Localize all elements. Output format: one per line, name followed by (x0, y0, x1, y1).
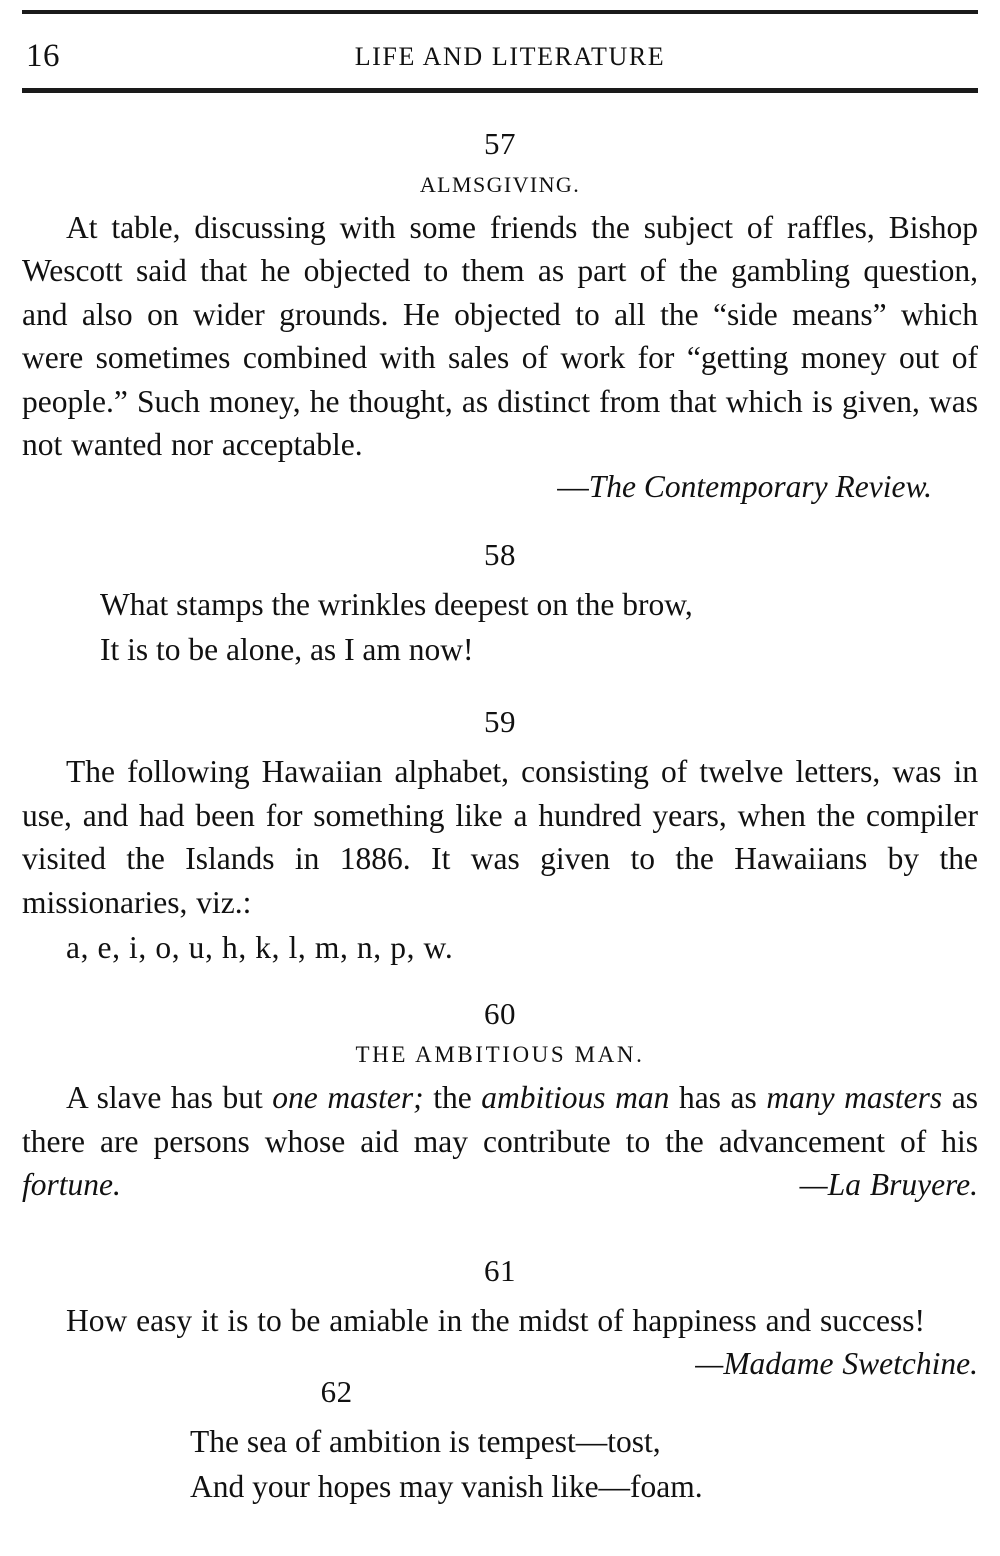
body-text: the (423, 1080, 482, 1116)
entry-number: 61 (484, 1252, 516, 1288)
entry-58 (22, 537, 978, 672)
entry-body (22, 1076, 978, 1206)
running-title: LIFE AND LITERATURE (354, 42, 666, 71)
spacer (22, 678, 978, 688)
entry-attribution (756, 1163, 978, 1206)
body-text: as there are persons whose aid may contribute to the advancement of his (22, 1080, 978, 1159)
spacer (22, 511, 978, 521)
verse-line: The sea of ambition is tempest—tost, (190, 1424, 661, 1460)
page-number: 16 (26, 38, 60, 74)
body-column (22, 110, 978, 1516)
attribution-source: The Contemporary Review. (588, 468, 932, 504)
attribution-dash: — (557, 468, 589, 504)
entry-number: 59 (484, 704, 516, 740)
hawaiian-alphabet: a, e, i, o, u, h, k, l, m, n, p, w. (66, 930, 454, 966)
verse-line: It is to be alone, as I am now! (100, 631, 474, 667)
attribution-dash: — (799, 1167, 828, 1203)
entry-heading: ALMSGIVING. (419, 172, 581, 197)
entry-59 (22, 704, 978, 970)
attribution-source: Madame Swetchine. (723, 1346, 978, 1382)
entry-60 (22, 996, 978, 1206)
entry-61 (22, 1252, 978, 1382)
entry-number: 60 (484, 996, 516, 1032)
entry-62 (22, 1374, 978, 1509)
body-emphasis: one master; (272, 1080, 424, 1116)
header-rule-top (22, 10, 978, 14)
spacer (22, 976, 978, 986)
body-emphasis: ambitious man (481, 1080, 670, 1116)
body-text: has as (669, 1080, 767, 1116)
entry-57 (22, 126, 978, 505)
entry-body (22, 1299, 978, 1382)
entry-attribution (22, 469, 978, 505)
attribution-dash: — (695, 1346, 724, 1382)
body-text: A slave has but (66, 1080, 273, 1116)
entry-body: The following Hawaiian alphabet, consisting of twelve letters, was in use, and had been for something like a hundred years, when the compiler visited the Islands in 1886. It was given to the Hawaiians by the missionaries, viz.: (22, 754, 978, 920)
body-text: How easy it is to be amiable in the midst of happiness and success! (66, 1302, 925, 1338)
entry-heading: THE AMBITIOUS MAN. (355, 1042, 645, 1068)
verse-line: And your hopes may vanish like—foam. (190, 1468, 703, 1504)
header-rule-bottom (22, 88, 978, 93)
body-emphasis: many masters (766, 1080, 943, 1116)
entry-number: 62 (320, 1374, 353, 1410)
verse-line: What stamps the wrinkles deepest on the brow, (100, 586, 693, 622)
attribution-source: La Bruyere. (827, 1167, 978, 1203)
entry-body: At table, discussing with some friends the subject of raffles, Bishop Wescott said that he objected to them as part of the gambling question, and also on wider grounds. He objected to all the “side means” which were sometimes combined with sales of work for “getting money out of people.” Such money, he thought, as distinct from that which is given, was not wanted nor acceptable. (22, 210, 978, 463)
entry-number: 58 (484, 536, 516, 572)
entry-number: 57 (484, 126, 516, 161)
page-header (22, 30, 978, 82)
spacer (22, 1213, 978, 1237)
body-emphasis: fortune. (22, 1167, 121, 1203)
entry-attribution (651, 1342, 978, 1385)
